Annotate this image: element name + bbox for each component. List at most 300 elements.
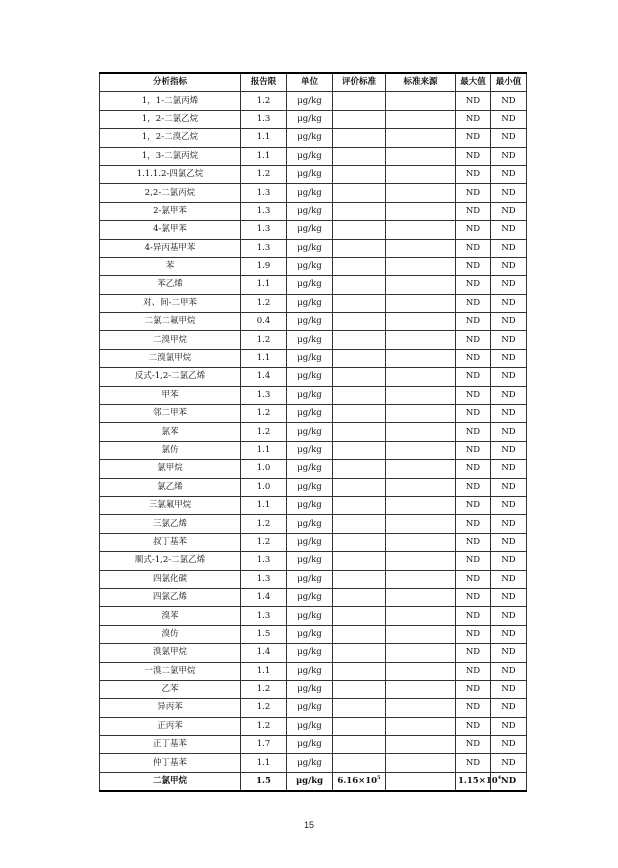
cell-evaluation-standard bbox=[333, 331, 386, 349]
cell-max: ND bbox=[456, 699, 491, 717]
cell-indicator: 溴苯 bbox=[100, 607, 241, 625]
cell-report-limit: 1.2 bbox=[241, 515, 287, 533]
cell-min: ND bbox=[491, 736, 527, 754]
cell-unit: μg/kg bbox=[287, 276, 333, 294]
cell-evaluation-standard bbox=[333, 405, 386, 423]
cell-min: ND bbox=[491, 110, 527, 128]
cell-min: ND bbox=[491, 202, 527, 220]
header-standard-source: 标准来源 bbox=[386, 73, 456, 92]
cell-standard-source bbox=[386, 276, 456, 294]
cell-max: ND bbox=[456, 349, 491, 367]
cell-evaluation-standard bbox=[333, 165, 386, 183]
cell-max: ND bbox=[456, 478, 491, 496]
cell-min: ND bbox=[491, 147, 527, 165]
cell-standard-source bbox=[386, 313, 456, 331]
cell-min: ND bbox=[491, 644, 527, 662]
cell-indicator: 2,2-二氯丙烷 bbox=[100, 184, 241, 202]
cell-report-limit: 1.2 bbox=[241, 680, 287, 698]
cell-evaluation-standard bbox=[333, 552, 386, 570]
cell-evaluation-standard bbox=[333, 239, 386, 257]
cell-max: ND bbox=[456, 644, 491, 662]
table-row bbox=[100, 644, 527, 662]
cell-evaluation-standard bbox=[333, 441, 386, 459]
table-row bbox=[100, 607, 527, 625]
cell-indicator: 四氯乙烯 bbox=[100, 588, 241, 606]
cell-standard-source bbox=[386, 441, 456, 459]
table-row bbox=[100, 423, 527, 441]
cell-report-limit: 1.2 bbox=[241, 294, 287, 312]
cell-evaluation-standard bbox=[333, 294, 386, 312]
cell-min: ND bbox=[491, 368, 527, 386]
cell-unit: μg/kg bbox=[287, 607, 333, 625]
cell-unit: μg/kg bbox=[287, 736, 333, 754]
cell-max: ND bbox=[456, 533, 491, 551]
table-row bbox=[100, 349, 527, 367]
cell-min: ND bbox=[491, 423, 527, 441]
cell-standard-source bbox=[386, 202, 456, 220]
cell-standard-source bbox=[386, 257, 456, 275]
table-row bbox=[100, 405, 527, 423]
cell-standard-source bbox=[386, 423, 456, 441]
cell-report-limit: 1.5 bbox=[241, 625, 287, 643]
cell-standard-source bbox=[386, 496, 456, 514]
cell-report-limit: 1.0 bbox=[241, 478, 287, 496]
cell-unit: μg/kg bbox=[287, 478, 333, 496]
table-body bbox=[100, 92, 527, 791]
cell-evaluation-standard bbox=[333, 736, 386, 754]
cell-report-limit: 1.1 bbox=[241, 662, 287, 680]
cell-unit: μg/kg bbox=[287, 257, 333, 275]
cell-report-limit: 1.3 bbox=[241, 184, 287, 202]
cell-report-limit: 1.2 bbox=[241, 717, 287, 735]
table-row bbox=[100, 202, 527, 220]
cell-report-limit: 1.3 bbox=[241, 386, 287, 404]
cell-standard-source bbox=[386, 184, 456, 202]
cell-evaluation-standard bbox=[333, 460, 386, 478]
cell-indicator: 顺式-1,2-二氯乙烯 bbox=[100, 552, 241, 570]
cell-indicator: 4-氯甲苯 bbox=[100, 221, 241, 239]
cell-evaluation-standard bbox=[333, 92, 386, 110]
header-unit: 单位 bbox=[287, 73, 333, 92]
cell-unit: μg/kg bbox=[287, 423, 333, 441]
table-row bbox=[100, 552, 527, 570]
cell-report-limit: 1.5 bbox=[241, 772, 287, 791]
cell-max: ND bbox=[456, 441, 491, 459]
cell-unit: μg/kg bbox=[287, 717, 333, 735]
cell-indicator: 氯乙烯 bbox=[100, 478, 241, 496]
table-row bbox=[100, 257, 527, 275]
cell-unit: μg/kg bbox=[287, 92, 333, 110]
cell-report-limit: 1.4 bbox=[241, 368, 287, 386]
cell-unit: μg/kg bbox=[287, 662, 333, 680]
cell-unit: μg/kg bbox=[287, 552, 333, 570]
table-row bbox=[100, 754, 527, 772]
cell-min: ND bbox=[491, 662, 527, 680]
table-row bbox=[100, 515, 527, 533]
table-row bbox=[100, 662, 527, 680]
cell-indicator: 三氯氟甲烷 bbox=[100, 496, 241, 514]
cell-report-limit: 1.2 bbox=[241, 699, 287, 717]
cell-report-limit: 1.1 bbox=[241, 496, 287, 514]
cell-standard-source bbox=[386, 386, 456, 404]
cell-report-limit: 0.4 bbox=[241, 313, 287, 331]
cell-max: ND bbox=[456, 239, 491, 257]
cell-unit: μg/kg bbox=[287, 349, 333, 367]
cell-evaluation-standard bbox=[333, 625, 386, 643]
cell-standard-source bbox=[386, 680, 456, 698]
cell-standard-source bbox=[386, 294, 456, 312]
cell-min: ND bbox=[491, 515, 527, 533]
cell-evaluation-standard bbox=[333, 680, 386, 698]
cell-unit: μg/kg bbox=[287, 515, 333, 533]
cell-standard-source bbox=[386, 221, 456, 239]
cell-standard-source bbox=[386, 588, 456, 606]
cell-report-limit: 1.9 bbox=[241, 257, 287, 275]
cell-unit: μg/kg bbox=[287, 533, 333, 551]
cell-max: ND bbox=[456, 202, 491, 220]
cell-max: ND bbox=[456, 92, 491, 110]
cell-indicator: 溴仿 bbox=[100, 625, 241, 643]
cell-report-limit: 1.3 bbox=[241, 570, 287, 588]
cell-standard-source bbox=[386, 165, 456, 183]
cell-evaluation-standard bbox=[333, 496, 386, 514]
cell-min: ND bbox=[491, 717, 527, 735]
data-table bbox=[99, 72, 527, 792]
table-row bbox=[100, 496, 527, 514]
cell-evaluation-standard bbox=[333, 129, 386, 147]
table-row bbox=[100, 276, 527, 294]
cell-indicator: 仲丁基苯 bbox=[100, 754, 241, 772]
standard-base: 6.16×10 bbox=[337, 776, 378, 787]
cell-standard-source bbox=[386, 533, 456, 551]
cell-indicator: 二溴甲烷 bbox=[100, 331, 241, 349]
cell-max: ND bbox=[456, 423, 491, 441]
table-row bbox=[100, 460, 527, 478]
max-exponent: 4 bbox=[497, 775, 502, 782]
cell-unit: μg/kg bbox=[287, 405, 333, 423]
cell-min: ND bbox=[491, 349, 527, 367]
cell-evaluation-standard bbox=[333, 221, 386, 239]
cell-standard-source bbox=[386, 772, 456, 791]
cell-min: ND bbox=[491, 294, 527, 312]
cell-evaluation-standard bbox=[333, 423, 386, 441]
cell-max: ND bbox=[456, 331, 491, 349]
cell-min: ND bbox=[491, 331, 527, 349]
table-row bbox=[100, 331, 527, 349]
cell-report-limit: 1.2 bbox=[241, 405, 287, 423]
cell-standard-source bbox=[386, 625, 456, 643]
cell-evaluation-standard bbox=[333, 699, 386, 717]
cell-standard-source bbox=[386, 552, 456, 570]
standard-exponent: 5 bbox=[377, 775, 381, 782]
cell-min: ND bbox=[491, 405, 527, 423]
cell-report-limit: 1.1 bbox=[241, 147, 287, 165]
cell-evaluation-standard bbox=[333, 478, 386, 496]
cell-evaluation-standard bbox=[333, 607, 386, 625]
cell-standard-source bbox=[386, 129, 456, 147]
cell-max: ND bbox=[456, 736, 491, 754]
cell-min: ND bbox=[491, 221, 527, 239]
cell-standard-source bbox=[386, 460, 456, 478]
cell-indicator: 异丙苯 bbox=[100, 699, 241, 717]
cell-unit: μg/kg bbox=[287, 460, 333, 478]
cell-standard-source bbox=[386, 110, 456, 128]
cell-indicator: 1，2-二溴乙烷 bbox=[100, 129, 241, 147]
cell-max: ND bbox=[456, 754, 491, 772]
cell-standard-source bbox=[386, 644, 456, 662]
cell-min: ND bbox=[491, 239, 527, 257]
cell-evaluation-standard bbox=[333, 515, 386, 533]
cell-report-limit: 1.2 bbox=[241, 533, 287, 551]
cell-indicator: 氯苯 bbox=[100, 423, 241, 441]
cell-report-limit: 1.4 bbox=[241, 588, 287, 606]
table-row bbox=[100, 441, 527, 459]
cell-unit: μg/kg bbox=[287, 441, 333, 459]
cell-unit: μg/kg bbox=[287, 147, 333, 165]
table-row bbox=[100, 533, 527, 551]
header-indicator: 分析指标 bbox=[100, 73, 241, 92]
cell-unit: μg/kg bbox=[287, 368, 333, 386]
cell-unit: μg/kg bbox=[287, 680, 333, 698]
cell-standard-source bbox=[386, 717, 456, 735]
header-max: 最大值 bbox=[456, 73, 491, 92]
cell-min: ND bbox=[491, 754, 527, 772]
cell-min: ND bbox=[491, 533, 527, 551]
cell-indicator: 1，1-二氯丙烯 bbox=[100, 92, 241, 110]
cell-indicator: 氯仿 bbox=[100, 441, 241, 459]
cell-standard-source bbox=[386, 405, 456, 423]
table-row bbox=[100, 772, 527, 791]
cell-evaluation-standard bbox=[333, 754, 386, 772]
cell-max: ND bbox=[456, 662, 491, 680]
table-row bbox=[100, 147, 527, 165]
cell-evaluation-standard bbox=[333, 386, 386, 404]
cell-standard-source bbox=[386, 478, 456, 496]
cell-standard-source bbox=[386, 570, 456, 588]
cell-evaluation-standard bbox=[333, 202, 386, 220]
cell-indicator: 乙苯 bbox=[100, 680, 241, 698]
table-row bbox=[100, 221, 527, 239]
cell-max: ND bbox=[456, 368, 491, 386]
table-row bbox=[100, 165, 527, 183]
cell-evaluation-standard bbox=[333, 276, 386, 294]
cell-max: ND bbox=[456, 496, 491, 514]
header-evaluation-standard: 评价标准 bbox=[333, 73, 386, 92]
page-number: 15 bbox=[303, 820, 314, 830]
cell-indicator: 对、间-二甲苯 bbox=[100, 294, 241, 312]
cell-max: ND bbox=[456, 313, 491, 331]
cell-evaluation-standard bbox=[333, 147, 386, 165]
cell-unit: μg/kg bbox=[287, 294, 333, 312]
cell-evaluation-standard bbox=[333, 570, 386, 588]
table-row bbox=[100, 699, 527, 717]
table-row bbox=[100, 680, 527, 698]
cell-min: ND bbox=[491, 680, 527, 698]
table-row bbox=[100, 110, 527, 128]
cell-report-limit: 1.0 bbox=[241, 460, 287, 478]
cell-standard-source bbox=[386, 607, 456, 625]
cell-standard-source bbox=[386, 754, 456, 772]
cell-evaluation-standard bbox=[333, 257, 386, 275]
cell-max: ND bbox=[456, 515, 491, 533]
cell-unit: μg/kg bbox=[287, 588, 333, 606]
cell-unit: μg/kg bbox=[287, 699, 333, 717]
cell-min: ND bbox=[491, 386, 527, 404]
cell-unit: μg/kg bbox=[287, 313, 333, 331]
cell-unit: μg/kg bbox=[287, 239, 333, 257]
cell-report-limit: 1.1 bbox=[241, 276, 287, 294]
cell-min: ND bbox=[491, 699, 527, 717]
cell-evaluation-standard bbox=[333, 110, 386, 128]
cell-report-limit: 1.2 bbox=[241, 92, 287, 110]
table-row bbox=[100, 717, 527, 735]
cell-unit: μg/kg bbox=[287, 496, 333, 514]
header-report-limit: 报告限 bbox=[241, 73, 287, 92]
cell-standard-source bbox=[386, 349, 456, 367]
cell-standard-source bbox=[386, 662, 456, 680]
table-row bbox=[100, 92, 527, 110]
cell-indicator: 正丙苯 bbox=[100, 717, 241, 735]
cell-indicator: 1，2-二氯乙烷 bbox=[100, 110, 241, 128]
cell-unit: μg/kg bbox=[287, 386, 333, 404]
cell-evaluation-standard bbox=[333, 184, 386, 202]
header-row bbox=[100, 73, 527, 92]
cell-report-limit: 1.1 bbox=[241, 441, 287, 459]
cell-max: ND bbox=[456, 386, 491, 404]
cell-min: ND bbox=[491, 129, 527, 147]
cell-indicator: 反式-1,2-二氯乙烯 bbox=[100, 368, 241, 386]
header-min: 最小值 bbox=[491, 73, 527, 92]
cell-evaluation-standard bbox=[333, 349, 386, 367]
cell-min: ND bbox=[491, 257, 527, 275]
cell-report-limit: 1.1 bbox=[241, 129, 287, 147]
cell-indicator: 叔丁基苯 bbox=[100, 533, 241, 551]
cell-indicator: 三氯乙烯 bbox=[100, 515, 241, 533]
cell-unit: μg/kg bbox=[287, 644, 333, 662]
cell-max: ND bbox=[456, 276, 491, 294]
cell-report-limit: 1.7 bbox=[241, 736, 287, 754]
cell-max: ND bbox=[456, 257, 491, 275]
cell-indicator: 甲苯 bbox=[100, 386, 241, 404]
cell-unit: μg/kg bbox=[287, 110, 333, 128]
table-row bbox=[100, 625, 527, 643]
max-base: 1.15×10 bbox=[458, 776, 498, 787]
table-row bbox=[100, 478, 527, 496]
cell-max: ND bbox=[456, 110, 491, 128]
cell-standard-source bbox=[386, 368, 456, 386]
cell-indicator: 二氯甲烷 bbox=[100, 772, 241, 791]
cell-min: ND bbox=[491, 478, 527, 496]
cell-min: ND bbox=[491, 441, 527, 459]
cell-report-limit: 1.3 bbox=[241, 221, 287, 239]
cell-max: ND bbox=[456, 165, 491, 183]
cell-min: ND bbox=[491, 552, 527, 570]
table-row bbox=[100, 129, 527, 147]
cell-standard-source bbox=[386, 239, 456, 257]
cell-standard-source bbox=[386, 736, 456, 754]
cell-report-limit: 1.2 bbox=[241, 165, 287, 183]
cell-unit: μg/kg bbox=[287, 165, 333, 183]
table-row bbox=[100, 368, 527, 386]
cell-report-limit: 1.3 bbox=[241, 607, 287, 625]
cell-min: ND bbox=[491, 588, 527, 606]
cell-unit: μg/kg bbox=[287, 625, 333, 643]
cell-evaluation-standard bbox=[333, 717, 386, 735]
cell-min: ND bbox=[491, 460, 527, 478]
cell-indicator: 四氯化碳 bbox=[100, 570, 241, 588]
cell-max: ND bbox=[456, 680, 491, 698]
cell-report-limit: 1.3 bbox=[241, 110, 287, 128]
cell-report-limit: 1.2 bbox=[241, 331, 287, 349]
table-row bbox=[100, 313, 527, 331]
cell-min: ND bbox=[491, 165, 527, 183]
cell-report-limit: 1.1 bbox=[241, 754, 287, 772]
cell-indicator: 邻二甲苯 bbox=[100, 405, 241, 423]
cell-max: ND bbox=[456, 717, 491, 735]
cell-min: ND bbox=[491, 772, 527, 791]
cell-indicator: 二氯二氟甲烷 bbox=[100, 313, 241, 331]
cell-indicator: 苯乙烯 bbox=[100, 276, 241, 294]
cell-indicator: 2-氯甲苯 bbox=[100, 202, 241, 220]
cell-max: ND bbox=[456, 588, 491, 606]
table-row bbox=[100, 588, 527, 606]
table-row bbox=[100, 294, 527, 312]
cell-evaluation-standard bbox=[333, 368, 386, 386]
cell-max bbox=[456, 772, 502, 791]
cell-indicator: 氯甲烷 bbox=[100, 460, 241, 478]
cell-standard-source bbox=[386, 515, 456, 533]
cell-evaluation-standard bbox=[333, 662, 386, 680]
cell-indicator: 1，3-二氯丙烷 bbox=[100, 147, 241, 165]
cell-min: ND bbox=[491, 625, 527, 643]
cell-max: ND bbox=[456, 184, 491, 202]
cell-min: ND bbox=[491, 184, 527, 202]
cell-unit: μg/kg bbox=[287, 129, 333, 147]
cell-min: ND bbox=[491, 313, 527, 331]
cell-evaluation-standard bbox=[333, 588, 386, 606]
cell-unit: μg/kg bbox=[287, 570, 333, 588]
cell-unit: μg/kg bbox=[287, 202, 333, 220]
cell-indicator: 正丁基苯 bbox=[100, 736, 241, 754]
cell-min: ND bbox=[491, 92, 527, 110]
cell-indicator: 1.1.1.2-四氯乙烷 bbox=[100, 165, 241, 183]
cell-unit: μg/kg bbox=[287, 331, 333, 349]
cell-report-limit: 1.3 bbox=[241, 202, 287, 220]
cell-min: ND bbox=[491, 276, 527, 294]
cell-max: ND bbox=[456, 607, 491, 625]
table-row bbox=[100, 570, 527, 588]
cell-standard-source bbox=[386, 92, 456, 110]
cell-report-limit: 1.3 bbox=[241, 239, 287, 257]
cell-evaluation-standard bbox=[333, 772, 386, 791]
cell-indicator: 溴氯甲烷 bbox=[100, 644, 241, 662]
table-row bbox=[100, 736, 527, 754]
table-row bbox=[100, 184, 527, 202]
cell-max: ND bbox=[456, 460, 491, 478]
cell-min: ND bbox=[491, 570, 527, 588]
cell-report-limit: 1.1 bbox=[241, 349, 287, 367]
cell-evaluation-standard bbox=[333, 533, 386, 551]
cell-max: ND bbox=[456, 221, 491, 239]
cell-evaluation-standard bbox=[333, 313, 386, 331]
cell-unit: μg/kg bbox=[287, 184, 333, 202]
cell-standard-source bbox=[386, 147, 456, 165]
cell-report-limit: 1.3 bbox=[241, 552, 287, 570]
cell-max: ND bbox=[456, 570, 491, 588]
cell-max: ND bbox=[456, 129, 491, 147]
cell-unit: μg/kg bbox=[287, 754, 333, 772]
cell-max: ND bbox=[456, 625, 491, 643]
